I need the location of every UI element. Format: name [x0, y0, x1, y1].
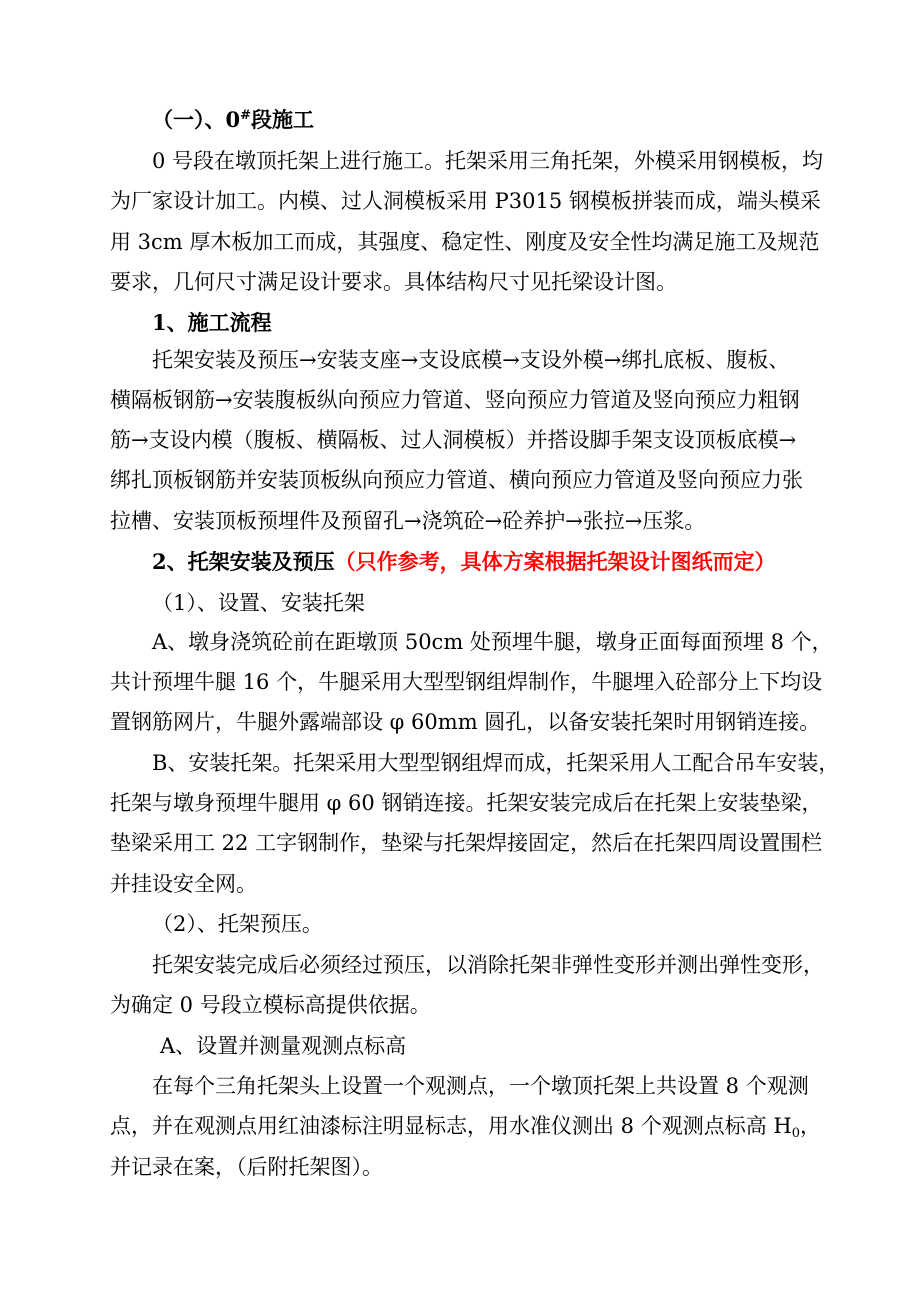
bracket-b-line-2: 托架与墩身预埋牛腿用 φ 60 钢销连接。托架安装完成后在托架上安装垫梁，	[110, 791, 823, 815]
preload-line-2: 为确定 0 号段立模标高提供依据。	[110, 993, 431, 1017]
flow-line-5: 拉槽、安装顶板预埋件及预留孔→浇筑砼→砼养护→张拉→压浆。	[110, 509, 706, 533]
bracket-b-line-3: 垫梁采用工 22 工字钢制作，垫梁与托架焊接固定，然后在托架四周设置围栏	[110, 831, 823, 855]
intro-line-4: 要求，几何尺寸满足设计要求。具体结构尺寸见托梁设计图。	[110, 270, 677, 294]
bracket-sub1: （1）、设置、安装托架	[152, 591, 365, 615]
bracket-b-line-4: 并挂设安全网。	[110, 872, 257, 896]
preload-a-line-2-sub: 0	[791, 1126, 800, 1141]
section-title-post: 段施工	[251, 107, 315, 132]
section-title	[152, 105, 920, 135]
preload-sub2: （2）、托架预压。	[152, 912, 323, 936]
section-title-pre: （一）、0	[152, 107, 241, 132]
preload-a-line-2-post: ，	[799, 1114, 821, 1138]
intro-line-2: 为厂家设计加工。内模、过人洞模板采用 P3015 钢模板拼装而成，端头模采	[110, 189, 821, 213]
bracket-a-line-2: 共计预埋牛腿 16 个，牛腿采用大型型钢组焊制作，牛腿埋入砼部分上下均设	[110, 670, 823, 694]
flow-line-3: 筋→支设内模（腹板、横隔板、过人洞模板）并搭设脚手架支设顶板底模→	[110, 428, 797, 452]
bracket-b-line-1: B、安装托架。托架采用大型型钢组焊而成，托架采用人工配合吊车安装，	[152, 751, 840, 775]
bracket-note: （只作参考，具体方案根据托架设计图纸而定）	[334, 549, 776, 574]
flow-line-1: 托架安装及预压→安装支座→支设底模→支设外模→绑扎底板、腹板、	[152, 348, 790, 372]
preload-a-heading: A、设置并测量观测点标高	[160, 1034, 407, 1058]
section-title-sup: #	[240, 108, 252, 123]
bracket-heading: 2、托架安装及预压	[152, 549, 335, 574]
flow-heading: 1、施工流程	[152, 310, 272, 335]
bracket-a-line-3: 置钢筋网片，牛腿外露端部设 φ 60mm 圆孔，以备安装托架时用钢销连接。	[110, 710, 821, 734]
bracket-heading-line	[152, 547, 920, 577]
flow-line-4: 绑扎顶板钢筋并安装顶板纵向预应力管道、横向预应力管道及竖向预应力张	[110, 468, 803, 492]
intro-line-1: 0 号段在墩顶托架上进行施工。托架采用三角托架，外模采用钢模板，均	[152, 149, 824, 173]
preload-a-line-2	[110, 1111, 920, 1141]
preload-line-1: 托架安装完成后必须经过预压，以消除托架非弹性变形并测出弹性变形，	[152, 953, 824, 977]
intro-line-3: 用 3cm 厚木板加工而成，其强度、稳定性、刚度及安全性均满足施工及规范	[110, 230, 820, 254]
flow-line-2: 横隔板钢筋→安装腹板纵向预应力管道、竖向预应力管道及竖向预应力粗钢	[110, 388, 800, 412]
preload-a-line-1: 在每个三角托架头上设置一个观测点，一个墩顶托架上共设置 8 个观测	[152, 1074, 809, 1098]
preload-a-line-3: 并记录在案，（后附托架图）。	[110, 1155, 383, 1179]
preload-a-line-2-pre: 点，并在观测点用红油漆标注明显标志，用水准仪测出 8 个观测点标高 H	[110, 1114, 792, 1138]
bracket-a-line-1: A、墩身浇筑砼前在距墩顶 50cm 处预埋牛腿，墩身正面每面预埋 8 个，	[152, 630, 833, 654]
